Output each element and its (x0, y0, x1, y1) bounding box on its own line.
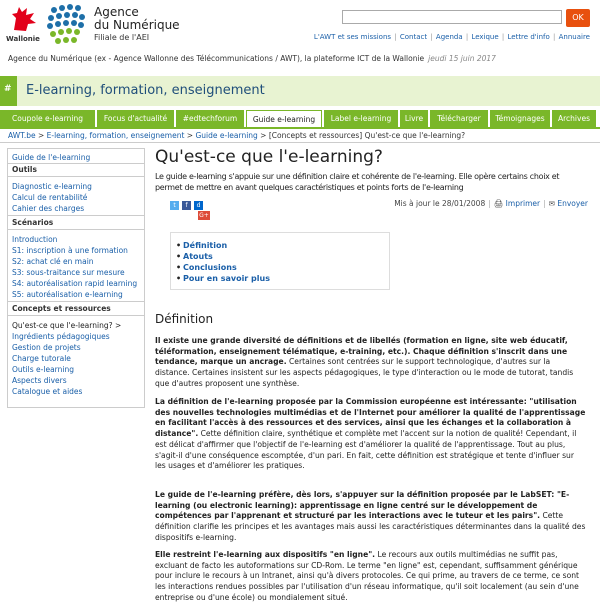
link-contact[interactable]: Contact (399, 33, 428, 41)
printer-icon[interactable]: 🖨 (493, 199, 504, 208)
sidebar-item-introduction[interactable]: Introduction (12, 235, 58, 244)
paragraph-3-bold: Le guide de l'e-learning préfère, dès lors, s'appuyer sur la définition proposée par le LabSET: "E-learning (ou electronic learning): apprentissage en ligne centré sur le développement de compétences par l'apprenant et structuré par les interactions avec le tuteur et les pairs". (155, 490, 570, 521)
sidebar-divider (8, 315, 144, 316)
breadcrumb-guide[interactable]: Guide e-learning (195, 131, 258, 140)
sidebar-heading-scenarios: Scénarios (12, 218, 54, 227)
sidebar-item-ingredients[interactable]: Ingrédients pédagogiques (12, 332, 110, 341)
toc-atouts[interactable]: • Atouts (183, 252, 213, 261)
tab-archives[interactable]: Archives (552, 110, 596, 127)
logo-area[interactable] (0, 0, 230, 50)
send-link[interactable]: Envoyer (557, 199, 588, 208)
section-title-banner[interactable]: E-learning, formation, enseignement (26, 83, 265, 98)
toc-conclusions[interactable]: • Conclusions (183, 263, 237, 272)
updated-date: Mis à jour le 28/01/2008 (394, 199, 486, 208)
sidebar-divider (8, 301, 144, 302)
link-annuaire[interactable]: Annuaire (558, 33, 590, 41)
section-heading-definition: Définition (155, 312, 214, 326)
breadcrumb-section[interactable]: E-learning, formation, enseignement (46, 131, 185, 140)
article-meta: Mis à jour le 28/01/2008 | 🖨 Imprimer | ✉ Envoyer (394, 199, 588, 208)
sidebar-item-gestion[interactable]: Gestion de projets (12, 343, 81, 352)
link-lettre[interactable]: Lettre d'info (507, 33, 550, 41)
breadcrumb-awt[interactable]: AWT.be (8, 131, 36, 140)
tab-label[interactable]: Label e-learning (324, 110, 398, 127)
top-links: L'AWT et ses missions | Contact | Agenda | Lexique | Lettre d'info | Annuaire (313, 33, 590, 41)
paragraph-2-bold: La définition de l'e-learning proposée par la Commission européenne est intéressante: "utilisation des nouvelles technologies multimédias et de l'Internet pour améliorer la qualité de l'apprentissage en facilitant l'accès à des ressources et des services, ainsi que les échanges et la collaboration à distance". (155, 397, 586, 439)
share-icons (170, 200, 206, 210)
sidebar-divider (8, 176, 144, 177)
search-ok-button[interactable]: OK (566, 9, 590, 27)
tab-temoignages[interactable]: Témoignages (490, 110, 550, 127)
mail-icon[interactable]: ✉ (548, 199, 555, 208)
toc-savoir-plus[interactable]: • Pour en savoir plus (183, 274, 270, 283)
paragraph-2 (155, 397, 587, 472)
paragraph-4-text: Le recours aux outils multimédias ne suffit pas, excluant de facto les autoformations sur CD-Rom. Le terme "en ligne" est, cependant, suffisamment générique pour inclure le recours à un Intranet, ainsi qu'à divers protocoles. Ce qui prime, au travers de ce terme, ce sont les interactions rendues possibles par l'utilisation d'un réseau informatique, qu'il soit localement (au sein d'une entreprise ou d'une école) ou mondialement situé. (155, 550, 580, 602)
sidebar (7, 148, 145, 408)
paragraph-2-text: Cette définition claire, synthétique et complète met l'accent sur la notion de qualité! Cependant, il est délicat d'affirmer que l'objectif de l'e-learning est d'améliorer la qualité de l'apprentissage. Tout au plus, s'agit-il d'une conséquence escomptée, d'un pari. En fait, cette définition est stratégique et tente d'influer sur les usages et d'améliorer les pratiques. (155, 429, 577, 471)
sidebar-item-aspects[interactable]: Aspects divers (12, 376, 67, 385)
sidebar-item-diagnostic[interactable]: Diagnostic e-learning (12, 182, 92, 191)
paragraph-1-text: Certaines sont centrées sur le support technologique, d'autres sur la distance. Certaines insistent sur les aspects pédagogiques, le type d'interaction ou le mode de tutorat, tandis que d'autres proposent une synthèse. (155, 357, 574, 388)
sidebar-heading-outils: Outils (12, 165, 37, 174)
section-banner (0, 76, 600, 106)
sidebar-divider (8, 229, 144, 230)
sidebar-item-outils[interactable]: Outils e-learning (12, 365, 74, 374)
paragraph-3-text: Cette définition clarifie les principes et les avantages mais aussi les caractéristiques déterminantes dans la qualité des dispositifs e-learning. (155, 511, 586, 542)
agence-title (94, 6, 180, 32)
facebook-icon[interactable]: f (182, 201, 191, 210)
sidebar-item-charge[interactable]: Charge tutorale (12, 354, 71, 363)
tab-livre[interactable]: Livre (400, 110, 428, 127)
tab-edtechforum[interactable]: #edtechforum (176, 110, 244, 127)
sidebar-heading-concepts: Concepts et ressources (12, 304, 111, 313)
twitter-icon[interactable]: t (170, 201, 179, 210)
tagline-text: Agence du Numérique (ex - Agence Wallonne des Télécommunications / AWT), la plateforme ICT de la Wallonie (8, 54, 425, 63)
nav-tabs (0, 110, 600, 127)
sidebar-item-s1[interactable]: S1: inscription à une formation (12, 246, 128, 255)
sidebar-item-cahier[interactable]: Cahier des charges (12, 204, 85, 213)
agence-subtitle: Filiale de l'AEI (94, 33, 150, 42)
article-intro: Le guide e-learning s'appuie sur une définition claire et cohérente de l'e-learning. Elle opère certains choix et permet de mettre en avant quelques caractéristiques et points forts de l'e-learning (155, 172, 560, 192)
agence-line1: Agence (94, 5, 139, 19)
paragraph-1 (155, 336, 587, 390)
tab-telecharger[interactable]: Télécharger (430, 110, 488, 127)
sidebar-item-qu-est-ce[interactable]: Qu'est-ce que l'e-learning? > (12, 321, 122, 330)
wallonie-rooster-icon (8, 4, 40, 34)
sidebar-divider (8, 215, 144, 216)
paragraph-4 (155, 550, 587, 604)
link-agenda[interactable]: Agenda (435, 33, 463, 41)
sidebar-item-rentabilite[interactable]: Calcul de rentabilité (12, 193, 88, 202)
tabs-underline (0, 127, 600, 129)
paragraph-3 (155, 490, 587, 544)
toc-definition[interactable]: • Définition (183, 241, 227, 250)
paragraph-1-bold: Il existe une grande diversité de définitions et de libellés (formation en ligne, site web éducatif, téléformation, enseignement télématique, e-training, etc.). Chaque définition s'inscrit dans une tendance, marque un ancrage. (155, 336, 568, 367)
divider (0, 142, 600, 143)
sidebar-item-s4[interactable]: S4: autoréalisation rapid learning (12, 279, 138, 288)
sidebar-item-s3[interactable]: S3: sous-traitance sur mesure (12, 268, 125, 277)
tab-focus[interactable]: Focus d'actualité (97, 110, 174, 127)
table-of-contents (170, 232, 390, 290)
hash-icon: # (0, 76, 17, 106)
breadcrumb: AWT.be > E-learning, formation, enseignement > Guide e-learning > [Concepts et ressources] Qu'est-ce que l'e-learning? (8, 131, 466, 140)
agence-line2: du Numérique (94, 18, 180, 32)
paragraph-4-bold: Elle restreint l'e-learning aux dispositifs "en ligne". (155, 550, 376, 559)
tab-coupole[interactable]: Coupole e-learning (0, 110, 95, 127)
link-lexique[interactable]: Lexique (471, 33, 499, 41)
breadcrumb-current: [Concepts et ressources] Qu'est-ce que l'e-learning? (268, 131, 466, 140)
sidebar-item-catalogue[interactable]: Catalogue et aides (12, 387, 83, 396)
wallonie-label: Wallonie (6, 35, 40, 43)
sidebar-divider (8, 163, 144, 164)
current-date: jeudi 15 juin 2017 (428, 54, 496, 63)
link-missions[interactable]: L'AWT et ses missions (313, 33, 392, 41)
page-title: Qu'est-ce que l'e-learning? (155, 147, 383, 167)
sidebar-item-s5[interactable]: S5: autoréalisation e-learning (12, 290, 123, 299)
awt-logo-icon (44, 2, 86, 46)
print-link[interactable]: Imprimer (505, 199, 541, 208)
sidebar-item-guide[interactable]: Guide de l'e-learning (12, 153, 91, 162)
google-plus-icon[interactable]: G+ (199, 212, 209, 219)
sidebar-item-s2[interactable]: S2: achat clé en main (12, 257, 94, 266)
delicious-icon[interactable]: d (194, 201, 203, 210)
search-input[interactable] (342, 10, 562, 24)
tab-guide[interactable]: Guide e-learning (246, 110, 322, 127)
tagline (8, 54, 496, 63)
